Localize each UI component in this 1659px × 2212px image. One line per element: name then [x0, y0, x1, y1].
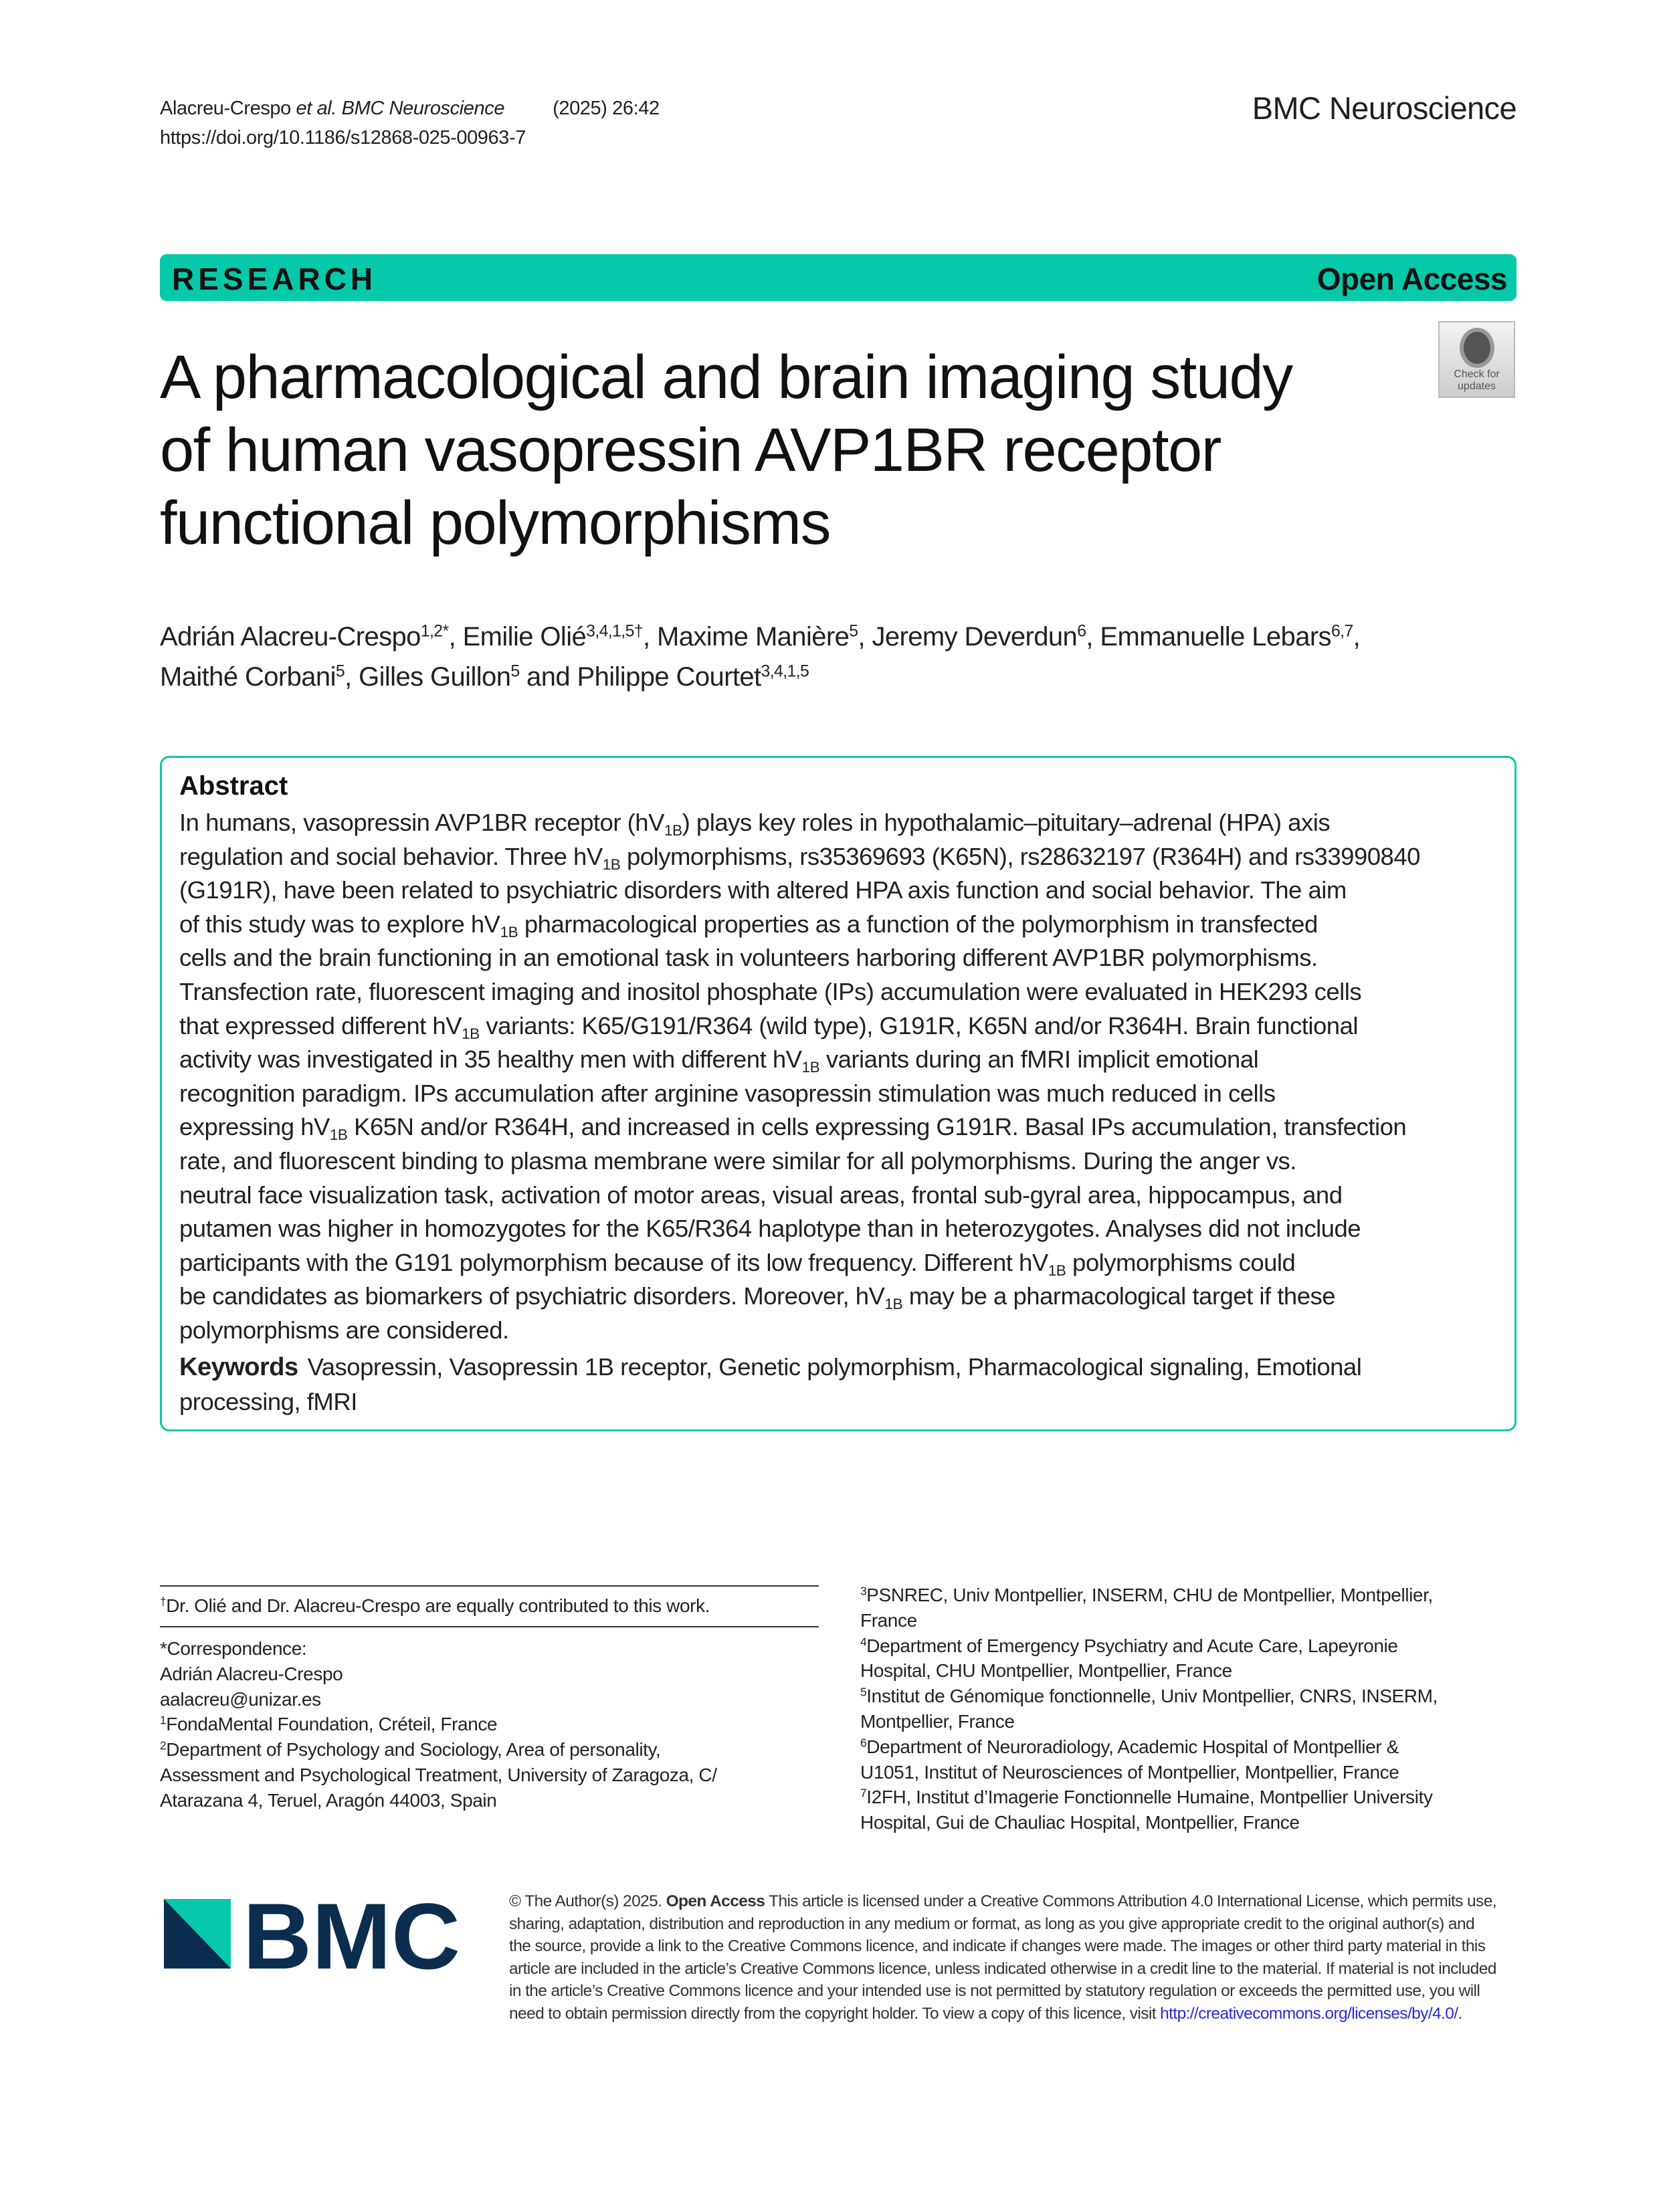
check-updates-label: Check for: [1454, 369, 1500, 380]
text-line: [160, 1636, 717, 1662]
abstract-heading: Abstract: [179, 771, 288, 801]
text-line: [509, 1958, 1496, 1981]
text-span: regulation and social behavior. Three hV: [179, 842, 603, 870]
text-line: [160, 1788, 717, 1813]
superscript: 5: [849, 622, 858, 641]
superscript: †: [160, 1595, 167, 1609]
article-type-banner: [160, 254, 1517, 301]
title-line: of human vasopressin AVP1BR receptor: [160, 416, 1221, 484]
text-line: [860, 1734, 1438, 1760]
text-span: PSNREC, Univ Montpellier, INSERM, CHU de Montpellier, Montpellier,: [866, 1585, 1433, 1605]
subscript: 1B: [1048, 1262, 1066, 1279]
text-span: rate, and fluorescent binding to plasma membrane were similar for all polymorphisms. During the anger vs.: [179, 1146, 1296, 1175]
subscript: 1B: [462, 1025, 480, 1042]
text-line: [179, 1009, 1420, 1043]
text-line: [179, 1077, 1420, 1111]
text-span: aalacreu@unizar.es: [160, 1688, 321, 1710]
superscript: 7: [860, 1786, 867, 1800]
text-span: , Maxime Manière: [642, 622, 850, 651]
text-span: ,: [1353, 622, 1361, 651]
subscript: 1B: [884, 1296, 903, 1313]
text-span: ) plays key roles in hypothalamic–pituitary–adrenal (HPA) axis: [682, 809, 1331, 836]
text-line: [860, 1608, 1438, 1633]
text-span: be candidates as biomarkers of psychiatric disorders. Moreover, hV: [179, 1282, 885, 1310]
text-span: Hospital, CHU Montpellier, Montpellier, France: [860, 1660, 1232, 1682]
text-span: activity was investigated in 35 healthy men with different hV: [179, 1045, 802, 1074]
text-line: [160, 1687, 717, 1712]
text-line: [160, 1763, 717, 1788]
text-line: [160, 1662, 717, 1687]
divider: [160, 1626, 819, 1627]
text-span: (G191R), have been related to psychiatric disorders with altered HPA axis function and social behavior. The aim: [179, 876, 1347, 904]
text-line: [160, 657, 1360, 697]
superscript: 6: [860, 1736, 867, 1750]
author-list: [160, 617, 1360, 697]
text-span: Institut de Génomique fonctionnelle, Univ Montpellier, CNRS, INSERM,: [866, 1686, 1438, 1707]
text-span: Transfection rate, fluorescent imaging and inositol phosphate (IPs) accumulation were evaluated in HEK293 cells: [179, 977, 1362, 1005]
text-line: [509, 1913, 1496, 1936]
subscript: 1B: [664, 821, 682, 839]
text-span: polymorphisms, rs35369693 (K65N), rs28632197 (R364H) and rs33990840: [620, 842, 1420, 870]
text-line: [179, 1212, 1420, 1246]
text-line: [160, 1737, 717, 1763]
text-span: , Emmanuelle Lebars: [1086, 622, 1331, 651]
text-line: [860, 1658, 1438, 1684]
superscript: 4: [860, 1635, 867, 1649]
title-line: functional polymorphisms: [160, 489, 831, 557]
text-span: In humans, vasopressin AVP1BR receptor (hV: [179, 809, 664, 836]
text-line: [179, 1110, 1420, 1144]
text-span: Department of Psychology and Sociology, Area of personality,: [166, 1739, 661, 1761]
text-span: polymorphisms are considered.: [179, 1316, 509, 1344]
text-line: [860, 1810, 1438, 1835]
text-line: [179, 1179, 1420, 1213]
text-line: [179, 941, 1420, 975]
keywords-text: Vasopressin, Vasopressin 1B receptor, Genetic polymorphism, Pharmacological signaling, Emotional: [307, 1353, 1362, 1381]
open-access-label: Open Access: [1316, 262, 1507, 296]
text-span: .: [1458, 2004, 1462, 2023]
text-line: [179, 1314, 1420, 1348]
text-line: [160, 1712, 717, 1737]
subscript: 1B: [329, 1126, 348, 1144]
text-line: [160, 617, 1360, 657]
subscript: 1B: [602, 856, 621, 873]
text-line: [179, 908, 1420, 942]
text-line: [179, 806, 1420, 840]
check-updates-icon: [1460, 328, 1494, 368]
doi-link[interactable]: https://doi.org/10.1186/s12868-025-00963-7: [160, 127, 526, 148]
text-span: Atarazana 4, Teruel, Aragón 44003, Spain: [160, 1789, 497, 1811]
abstract-box: [160, 756, 1517, 1431]
keywords-label: Keywords: [179, 1353, 298, 1381]
text-line: [509, 2003, 1496, 2025]
text-span: pharmacological properties as a function of the polymorphism in transfected: [518, 910, 1318, 938]
text-span: U1051, Institut of Neurosciences of Montpellier, Montpellier, France: [860, 1761, 1399, 1783]
divider: [160, 1585, 819, 1587]
text-span: variants: K65/G191/R364 (wild type), G191R, K65N and/or R364H. Brain functional: [479, 1011, 1359, 1039]
title-line: A pharmacological and brain imaging study: [160, 343, 1292, 411]
text-line: [179, 975, 1420, 1009]
superscript: 3,4,1,5†: [586, 622, 643, 641]
text-span: Maithé Corbani: [160, 662, 336, 692]
superscript: 2: [160, 1738, 167, 1752]
text-line: [860, 1785, 1438, 1810]
text-line: [179, 1280, 1420, 1314]
citation-volume: (2025) 26:42: [553, 98, 660, 119]
text-span: I2FH, Institut d’Imagerie Fonctionnelle Humaine, Montpellier University: [866, 1787, 1433, 1808]
text-span: need to obtain permission directly from the copyright holder. To view a copy of this licence, visit: [509, 2004, 1161, 2023]
text-span: Montpellier, France: [860, 1710, 1015, 1732]
text-span: *Correspondence:: [160, 1638, 307, 1659]
text-line: [509, 1980, 1496, 2003]
superscript: 3,4,1,5: [761, 662, 809, 681]
running-header: [160, 94, 660, 153]
text-line: [860, 1583, 1438, 1608]
text-line: [509, 1890, 1496, 1913]
text-span: may be a pharmacological target if these: [902, 1282, 1336, 1310]
text-line: [179, 1144, 1420, 1179]
text-span: Dr. Olié and Dr. Alacreu-Crespo are equally contributed to this work.: [166, 1595, 710, 1616]
text-line: [179, 840, 1420, 874]
text-span: putamen was higher in homozygotes for the K65/R364 haplotype than in heterozygotes. Analyses did not include: [179, 1215, 1361, 1243]
text-span: © The Author(s) 2025.: [509, 1892, 666, 1910]
bold-text: Open Access: [666, 1892, 765, 1910]
text-span: K65N and/or R364H, and increased in cells expressing G191R. Basal IPs accumulation, transfection: [347, 1113, 1407, 1141]
text-span: Department of Emergency Psychiatry and Acute Care, Lapeyronie: [866, 1635, 1398, 1656]
superscript: 6,7: [1331, 622, 1353, 641]
text-line: [509, 1935, 1496, 1958]
article-title: [160, 341, 1292, 560]
text-span: Adrián Alacreu-Crespo: [160, 622, 421, 651]
article-type: RESEARCH: [172, 262, 377, 296]
text-line: [179, 1246, 1420, 1280]
text-span: recognition paradigm. IPs accumulation after arginine vasopressin stimulation was much reduced in cells: [179, 1079, 1276, 1107]
logo-text: BMC: [243, 1898, 460, 1985]
keywords-text: processing, fMRI: [179, 1388, 357, 1415]
text-span: Hospital, Gui de Chauliac Hospital, Montpellier, France: [860, 1812, 1300, 1833]
abstract-text: [179, 806, 1420, 1348]
text-line: [160, 1593, 710, 1619]
superscript: 1: [160, 1713, 167, 1727]
correspondence-affiliations: [160, 1636, 717, 1813]
text-span: article are included in the article’s Creative Commons licence, unless indicated otherwise in a credit line to the material. If material is not included: [509, 1959, 1496, 1978]
text-span: Assessment and Psychological Treatment, University of Zaragoza, C/: [160, 1764, 717, 1785]
text-line: [860, 1760, 1438, 1785]
equal-contribution-note: [160, 1593, 710, 1619]
text-span: neutral face visualization task, activation of motor areas, visual areas, frontal sub-gyral area, hippocampus, and: [179, 1181, 1343, 1209]
text-span: in the article’s Creative Commons licence and your intended use is not permitted by statutory regulation or exceeds the permitted use, you will: [509, 1982, 1480, 2001]
text-span: sharing, adaptation, distribution and reproduction in any medium or format, as long as you give appropriate credit to the original author(s) and: [509, 1914, 1475, 1933]
text-line: [860, 1633, 1438, 1659]
text-span: FondaMental Foundation, Créteil, France: [166, 1714, 498, 1735]
superscript: 5: [510, 662, 520, 681]
text-span: France: [860, 1609, 917, 1631]
text-line: [860, 1709, 1438, 1734]
text-span: Adrián Alacreu-Crespo: [160, 1663, 343, 1684]
subscript: 1B: [500, 923, 518, 940]
text-span: , Emilie Olié: [448, 622, 587, 651]
text-line: [860, 1684, 1438, 1709]
text-span: Department of Neuroradiology, Academic Hospital of Montpellier &: [866, 1736, 1399, 1757]
text-span: and Philippe Courtet: [519, 662, 761, 692]
check-updates-label: updates: [1458, 381, 1496, 392]
citation: Alacreu-Crespo et al. BMC Neuroscience (2025) 26:42: [160, 98, 660, 119]
text-line: [179, 874, 1420, 908]
superscript: 5: [335, 662, 345, 681]
license-text: [509, 1890, 1496, 2025]
text-span: polymorphisms could: [1066, 1248, 1296, 1276]
text-span: cells and the brain functioning in an emotional task in volunteers harboring different AVP1BR polymorphisms.: [179, 944, 1318, 972]
text-span: This article is licensed under a Creative Commons Attribution 4.0 International License, which permits use,: [765, 1892, 1496, 1910]
keywords: [179, 1350, 1361, 1419]
text-span: , Jeremy Deverdun: [858, 622, 1078, 651]
text-span: , Gilles Guillon: [345, 662, 511, 692]
text-span: participants with the G191 polymorphism because of its low frequency. Different hV: [179, 1248, 1048, 1276]
superscript: 5: [860, 1685, 867, 1699]
text-span: expressing hV: [179, 1113, 330, 1141]
text-span: of this study was to explore hV: [179, 910, 500, 938]
text-span: variants during an fMRI implicit emotional: [819, 1045, 1259, 1074]
check-for-updates-button[interactable]: [1438, 321, 1515, 398]
subscript: 1B: [801, 1058, 820, 1076]
text-line: [179, 1043, 1420, 1077]
superscript: 1,2*: [420, 622, 449, 641]
text-span: the source, provide a link to the Creative Commons licence, and indicate if changes were made. The images or other third party material in this: [509, 1937, 1486, 1956]
superscript: 3: [860, 1584, 867, 1598]
text-span: that expressed different hV: [179, 1011, 462, 1039]
bmc-logo: [164, 1898, 465, 1985]
journal-name: BMC Neuroscience: [1252, 90, 1517, 126]
affiliations: [860, 1583, 1438, 1835]
license-link[interactable]: http://creativecommons.org/licenses/by/4.0/: [1160, 2004, 1458, 2023]
superscript: 6: [1077, 622, 1086, 641]
